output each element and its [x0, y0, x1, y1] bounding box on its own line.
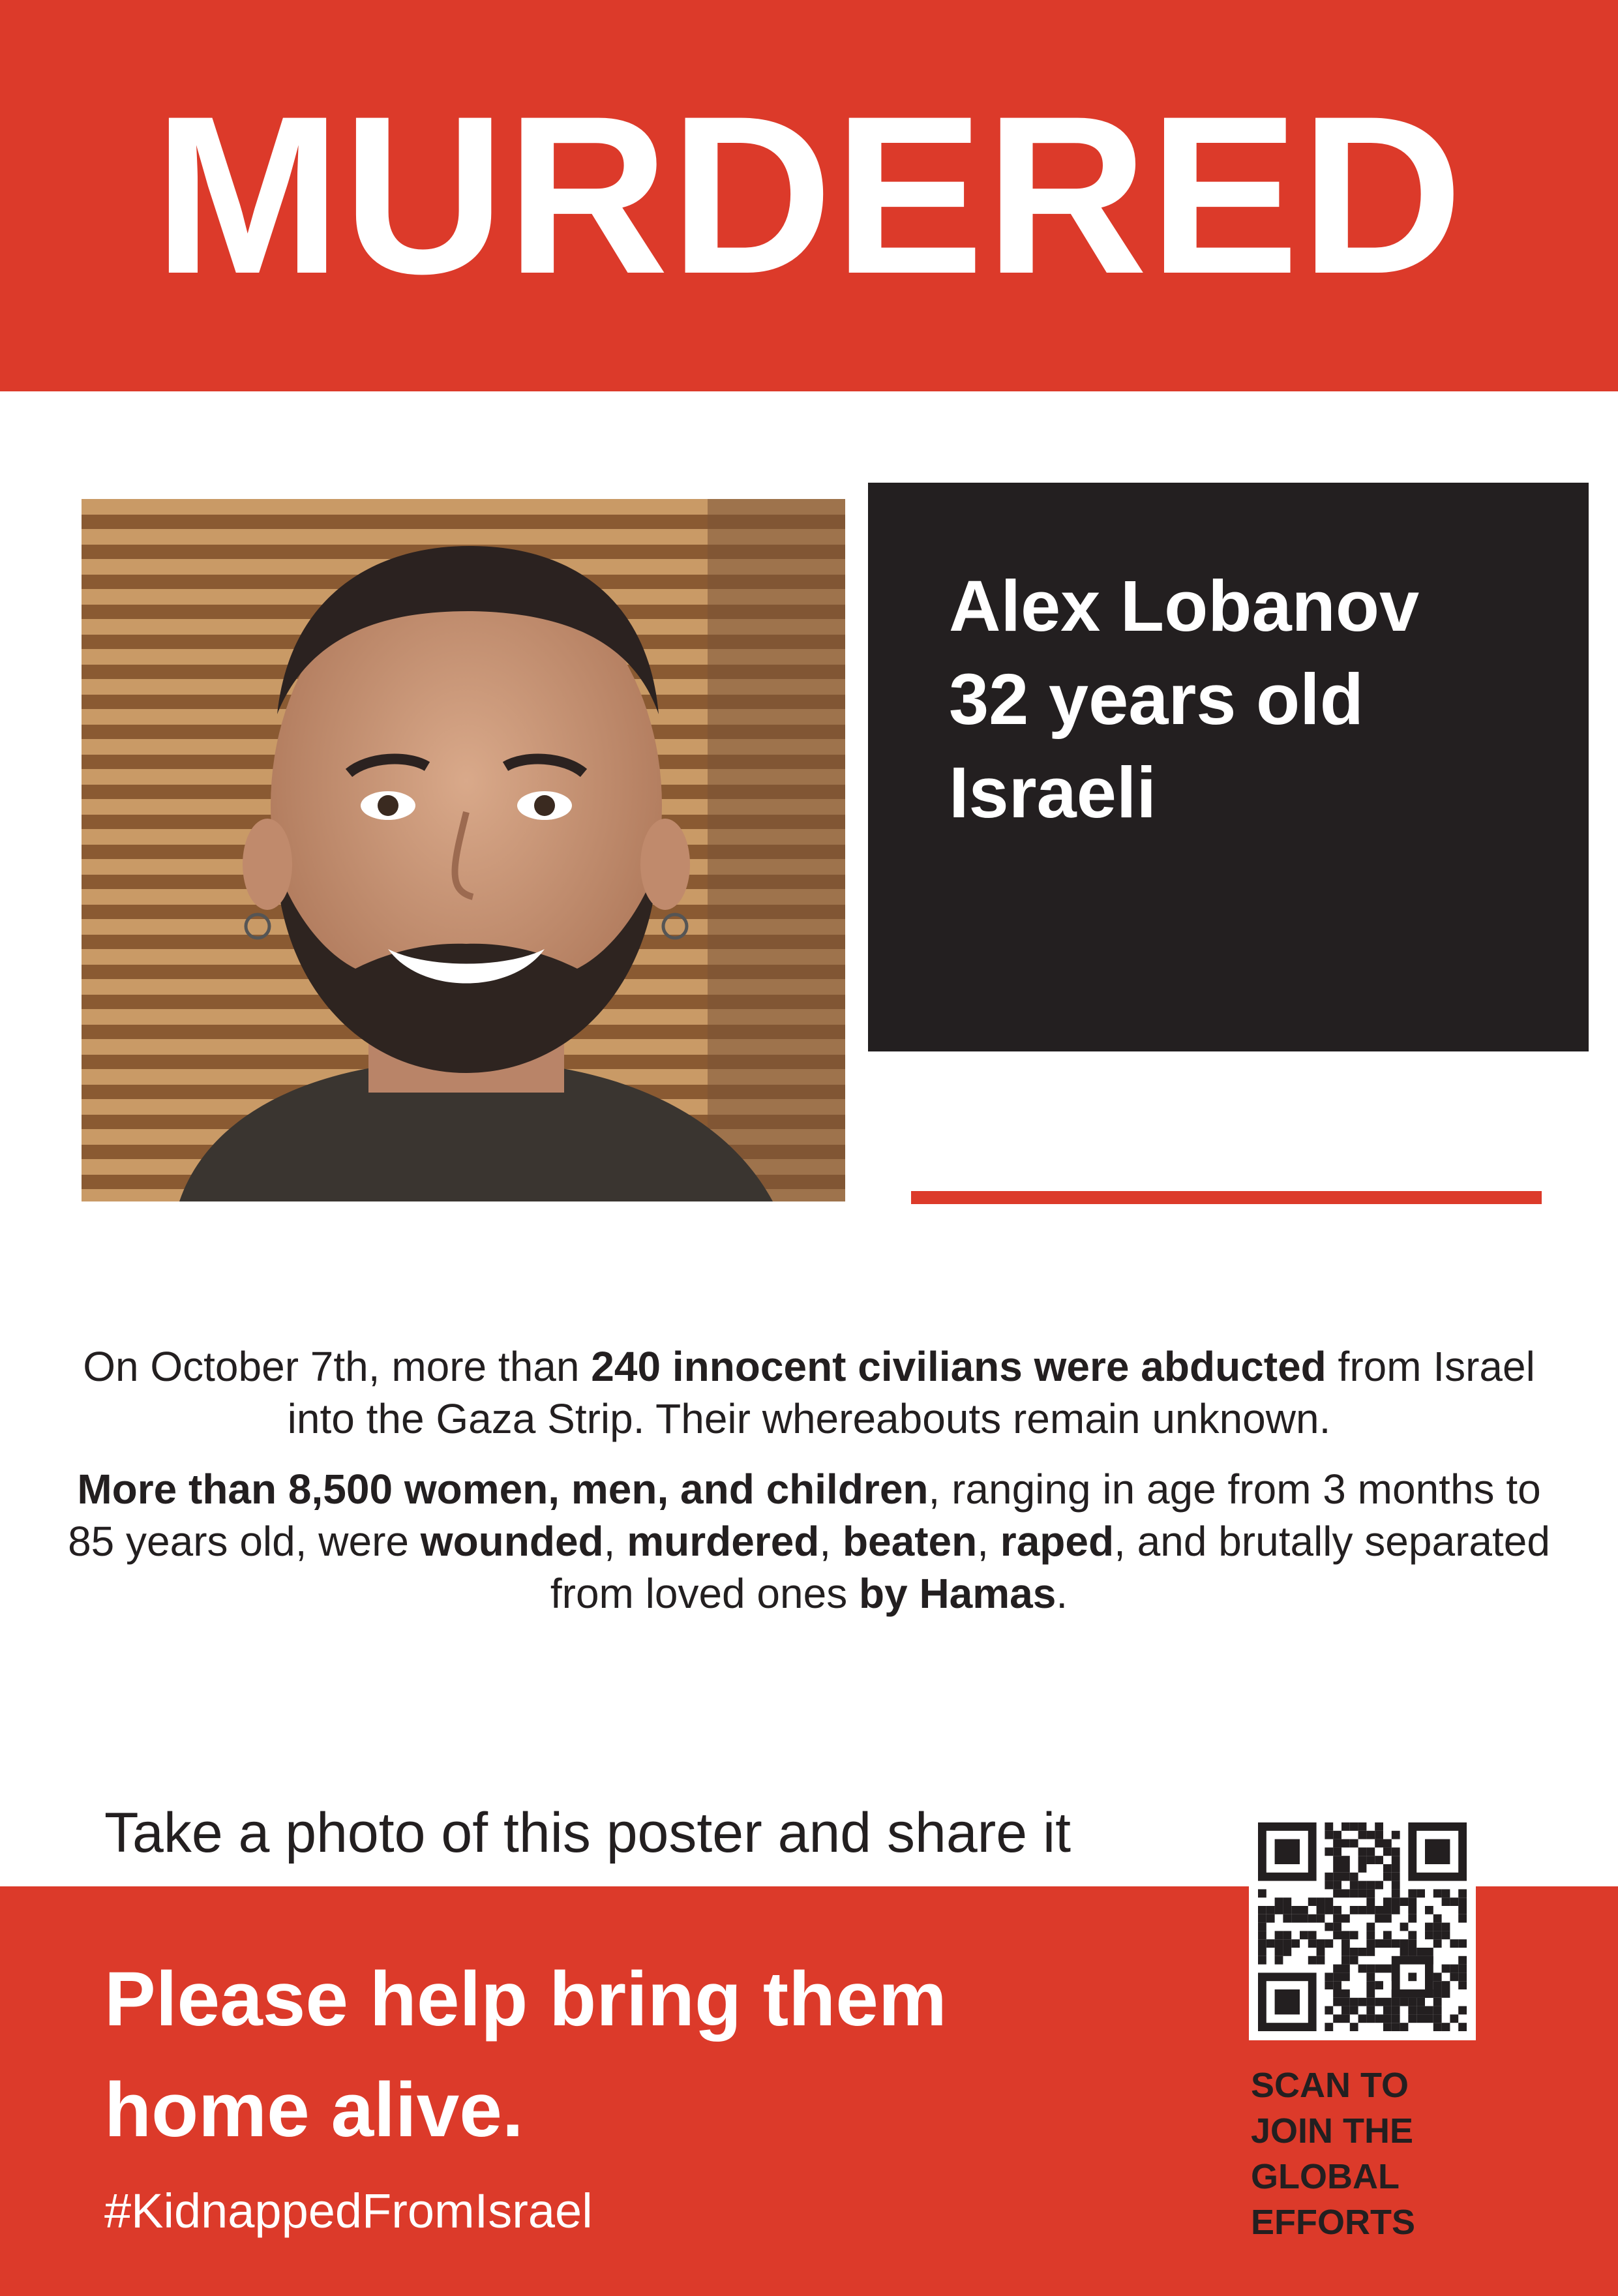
portrait-photo	[82, 499, 845, 1201]
person-age: 32 years old	[949, 659, 1364, 740]
person-info-box	[868, 483, 1589, 1051]
appeal-line-1: Please help bring them	[104, 1956, 947, 2042]
appeal-line-2: home alive.	[104, 2067, 524, 2153]
page-title: MURDERED	[153, 70, 1465, 321]
scan-caption	[1251, 2062, 1415, 2245]
p2-run: ,	[977, 1518, 1000, 1565]
scan-line-1: SCAN TO	[1251, 2066, 1409, 2105]
paragraph-victims	[65, 1463, 1553, 1620]
qr-code-icon	[1258, 1822, 1467, 2031]
person-name: Alex Lobanov	[949, 566, 1420, 646]
p2-run: wounded	[420, 1518, 604, 1565]
p1-run: 240 innocent civilians were abducted	[591, 1343, 1326, 1390]
p1-run: from Israel into the Gaza Strip. Their whereabouts remain unknown.	[287, 1343, 1535, 1442]
p1-run: On October 7th, more than	[83, 1343, 592, 1390]
paragraph-abduction	[65, 1340, 1553, 1445]
p2-run: beaten	[842, 1518, 978, 1565]
p2-run: , and brutally separated from loved ones	[550, 1518, 1550, 1617]
p2-run: .	[1056, 1570, 1068, 1617]
p2-run: ,	[819, 1518, 843, 1565]
p2-run: More than 8,500 women, men, and children	[77, 1466, 929, 1513]
person-nationality: Israeli	[949, 753, 1157, 833]
p2-run: , ranging in age from 3 months to 85 years old, were	[68, 1466, 1541, 1565]
p2-run: ,	[603, 1518, 627, 1565]
share-instruction: Take a photo of this poster and share it	[104, 1802, 1071, 1864]
scan-line-4: EFFORTS	[1251, 2203, 1415, 2242]
p2-run: murdered	[627, 1518, 820, 1565]
body-text	[65, 1340, 1553, 1638]
scan-line-3: GLOBAL	[1251, 2157, 1400, 2196]
qr-code[interactable]	[1249, 1813, 1476, 2040]
hashtag: #KidnappedFromIsrael	[104, 2184, 593, 2238]
appeal-heading	[104, 1944, 947, 2166]
p2-run: raped	[1000, 1518, 1115, 1565]
p2-run: by Hamas	[858, 1570, 1056, 1617]
divider	[911, 1191, 1542, 1204]
scan-line-2: JOIN THE	[1251, 2111, 1414, 2151]
